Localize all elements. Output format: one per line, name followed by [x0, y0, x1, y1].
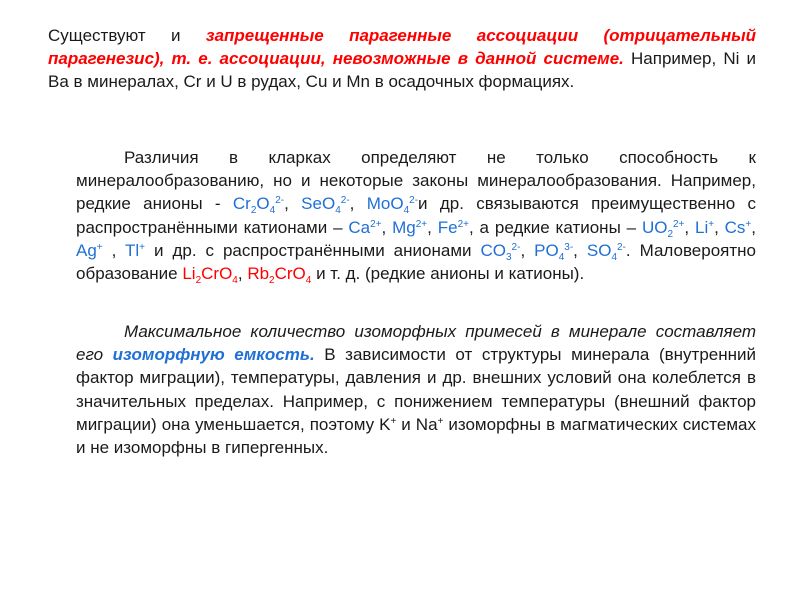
superscript: 3- — [564, 241, 574, 253]
text: Например, Ni и Ba в минералах, Cr и U в рудах, Cu и Mn в осадочных формациях. — [48, 49, 756, 92]
anion-so4 — [586, 240, 626, 263]
formula-part: O — [256, 194, 270, 214]
text: , а редкие катионы – — [468, 217, 642, 237]
superscript: + — [745, 218, 752, 230]
formula-part: Cr — [232, 194, 251, 214]
formula-part: MoO — [366, 194, 404, 214]
superscript: 2- — [275, 195, 285, 207]
cation-tl — [125, 241, 145, 260]
text: . Маловероятно образование — [76, 240, 757, 284]
subscript: 4 — [558, 251, 565, 263]
superscript: + — [139, 241, 146, 253]
cation-li — [695, 218, 714, 237]
superscript: + — [390, 415, 397, 427]
text: изоморфны в магматических системах и не изоморфны в гипергенных. — [76, 414, 756, 458]
anion-moo4 — [366, 194, 419, 217]
superscript: 2- — [340, 195, 350, 207]
formula-part: Rb — [247, 264, 270, 284]
superscript: + — [437, 415, 444, 427]
superscript: 2- — [617, 241, 626, 253]
subscript: 4 — [269, 205, 276, 217]
superscript: 2+ — [370, 218, 382, 230]
paragraph-isomorphic-capacity — [76, 320, 756, 459]
formula-part: UO — [641, 217, 668, 237]
compound-li2cro4 — [182, 264, 238, 287]
text: Существуют и — [48, 26, 206, 45]
formula-part: Ca — [348, 217, 371, 237]
formula-part: Li — [694, 217, 709, 237]
formula-part: Mg — [392, 217, 416, 237]
formula-part: CrO — [201, 264, 233, 284]
subscript: 4 — [403, 205, 410, 217]
cation-uo2 — [641, 217, 685, 240]
text: В зависимости от структуры минерала (внутренний фактор миграции), температуры, давления и др. внешних условий она колеблется в значительных пределах. Например, с понижением температуры (внешний фактор миграции) она уменьшается, поэтому K — [76, 345, 756, 434]
paragraph-forbidden-associations — [48, 24, 756, 94]
separator: , — [684, 217, 695, 237]
superscript: 2- — [409, 195, 419, 207]
separator: , — [714, 217, 725, 237]
subscript: 2 — [195, 275, 202, 287]
formula-part: CrO — [274, 264, 306, 284]
cation-cs — [725, 218, 752, 237]
subscript: 2 — [269, 275, 275, 287]
formula-part: SO — [586, 240, 612, 260]
separator: , — [237, 264, 248, 284]
text: Различия в кларках определяют не только способность к минералообразованию, но и некоторые законы минералообразования. Например, редкие анионы - — [76, 148, 756, 214]
cation-ag — [76, 241, 103, 260]
formula-part: Ag — [76, 240, 97, 260]
separator: , — [284, 194, 302, 214]
text: и т. д. (редкие анионы и катионы). — [311, 264, 585, 284]
formula-part: Tl — [125, 240, 140, 260]
subscript: 2 — [250, 205, 257, 217]
subscript: 4 — [305, 275, 312, 287]
separator: , — [751, 217, 756, 237]
anion-po4 — [534, 240, 574, 263]
anion-cr2o4 — [232, 194, 285, 217]
text-italic: Максимальное количество изоморфных примесей в минерале составляет его — [76, 322, 756, 365]
subscript: 3 — [505, 251, 512, 263]
superscript: 2+ — [457, 218, 469, 230]
subscript: 4 — [335, 205, 341, 217]
cation-ca — [348, 218, 381, 237]
separator: , — [349, 194, 367, 214]
superscript: 2+ — [673, 218, 685, 230]
compound-rb2cro4 — [247, 264, 312, 287]
separator: , — [573, 240, 587, 260]
formula-part: Li — [182, 264, 196, 284]
paragraph-clarke-differences — [76, 146, 756, 285]
superscript: + — [708, 218, 715, 230]
separator: , — [102, 240, 125, 260]
highlight-forbidden-associations: запрещенные парагенные ассоциации (отрицательный парагенезис), т. е. ассоциации, невозможные в данной системе. — [48, 26, 756, 69]
superscript: + — [96, 241, 103, 253]
highlight-isomorphic-capacity: изоморфную емкость. — [112, 345, 315, 365]
formula-part: SeO — [301, 194, 336, 214]
superscript: 2- — [511, 241, 521, 253]
superscript: 2+ — [415, 218, 428, 230]
separator: , — [520, 240, 535, 260]
text: и др. связываются преимущественно с распространёнными катионами – — [76, 194, 757, 237]
separator: , — [427, 217, 438, 237]
formula-part: Fe — [437, 217, 458, 237]
cation-fe — [438, 218, 469, 237]
formula-part: CO — [480, 240, 506, 260]
subscript: 4 — [232, 275, 238, 287]
separator: , — [381, 217, 393, 237]
anion-co3 — [480, 240, 521, 263]
text: и Na — [396, 414, 438, 434]
subscript: 2 — [667, 228, 673, 240]
subscript: 4 — [611, 251, 617, 263]
cation-mg — [392, 218, 427, 237]
formula-part: Cs — [724, 217, 746, 237]
anion-seo4 — [301, 194, 350, 217]
formula-part: PO — [534, 240, 559, 260]
text: и др. с распространёнными анионами — [145, 240, 481, 260]
